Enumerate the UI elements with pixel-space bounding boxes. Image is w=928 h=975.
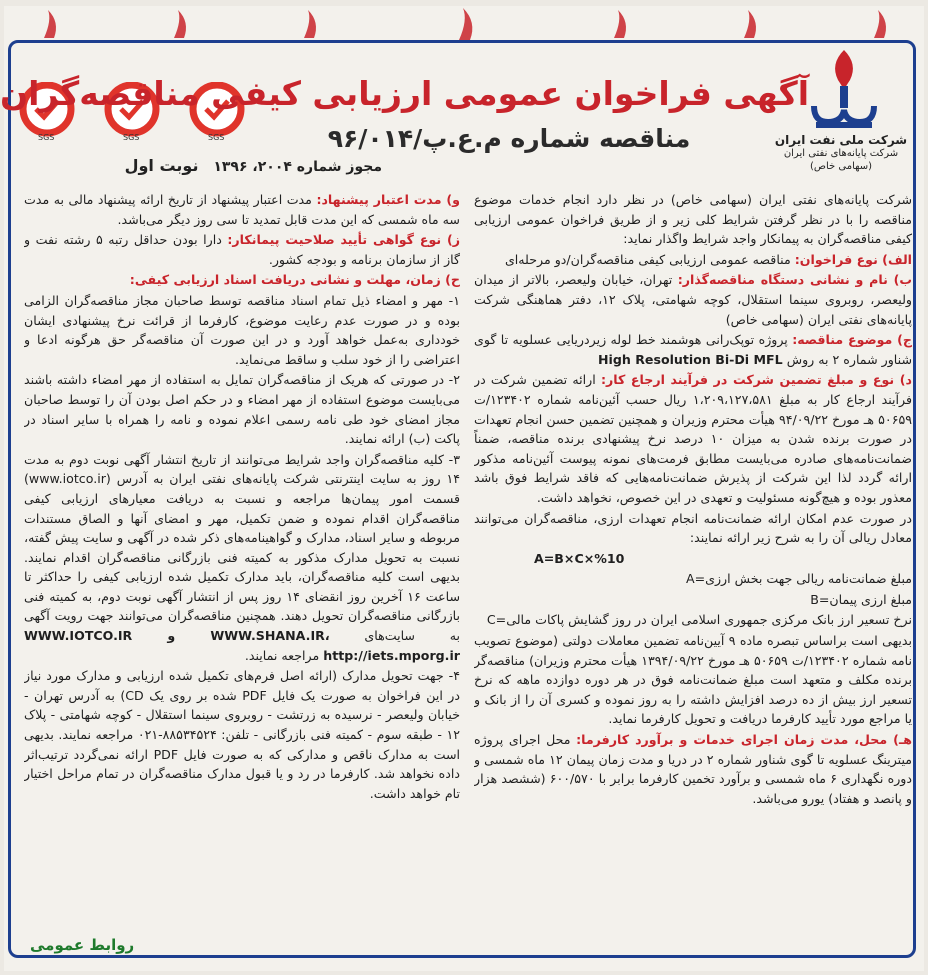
section-b: ب) نام و نشانی دستگاه مناقصه‌گذار: تهران، خیابان ولیعصر، بالاتر از میدان ولیعصر، روبروی سینما استقلال، کوچه شهامتی، پلاک ۱۲، دفتر هماهنگی شرکت پایانه‌های نفتی ایران (سهامی خاص) — [474, 272, 912, 327]
ad-title: آگهی فراخوان عمومی ارزیابی کیفی مناقصه‌گران — [0, 74, 809, 113]
section-d-rial: در صورت عدم امکان ارائه ضمانت‌نامه انجام تعهدات ارزی، مناقصه‌گران می‌توانند معادل ریالی آن را به شرح زیر ارائه نمایند: — [474, 510, 912, 546]
svg-text:SGS: SGS — [208, 133, 225, 142]
section-hh: ح) زمان، مهلت و نشانی دریافت اسناد ارزیابی کیفی: — [129, 272, 460, 288]
intro-paragraph: شرکت پایانه‌های نفتی ایران (سهامی خاص) در نظر دارد انجام خدمات موضوع مناقصه را با در نظر گرفتن شرایط کلی زیر و از طریق فراخوان عمومی ارزیابی کیفی مناقصه‌گران به پیمانکار واجد شرایط واگذار نماید: — [474, 192, 912, 247]
public-relations-signature: روابط عمومی — [30, 936, 135, 954]
list-item: ۳- کلیه مناقصه‌گران واجد شرایط می‌توانند از تاریخ انتشار آگهی نوبت دوم به مدت ۱۴ روز به سایت اینترنتی شرکت پایانه‌های نفتی ایران به آدرس (www.iotco.ir) قسمت امور پیمان‌ها مراجعه و نسبت به دریافت معیارهای ارزیابی کیفی مناقصه‌گران اقدام نموده و ضمن تکمیل، مهر و امضای آنها و الصاق مستندات مربوطه و سایر اسناد، مدارک و گواهینامه‌های ذکر شده در آگهی و سایت پیش گفته، نسبت به تحویل مدارک مذکور به کمیته فنی بازرگانی مناقصه‌گران اقدام نمایند. بدیهی است کلیه مناقصه‌گران، باید مدارک تکمیل شده ارزیابی کیفی را حداکثر تا ساعت ۱۶ آخرین روز انقضای ۱۴ روز پس از انتشار آگهی نوبت دوم، به کمیته فنی بازرگانی مناقصه‌گران تحویل دهند. همچنین مناقصه‌گران می‌توانند جهت رویت آگهی به سایت‌های WWW.IOTCO.IR و WWW.SHANA.IR، http://iets.mporg.ir مراجعه نمایند. — [24, 451, 460, 663]
right-column — [474, 190, 912, 950]
section-a: الف) نوع فراخوان: مناقصه عمومی ارزیابی کیفی مناقصه‌گران/دو مرحله‌ای — [504, 251, 912, 267]
tender-number: مناقصه شماره م.ع.پ/۹۶/۰۱۴ — [327, 124, 691, 153]
section-c: ج) موضوع مناقصه: پروژه توپک‌رانی هوشمند خط لوله زیردریایی عسلویه تا گوی شناور شماره ۲ به روش High Resolution Bi-Di MFL — [474, 332, 912, 367]
formula-c: نرخ تسعیر ارز بانک مرکزی جمهوری اسلامی ایران در روز گشایش پاکات مالی=C — [486, 612, 912, 628]
section-d-note: بدیهی است براساس تبصره ماده ۹ آیین‌نامه تضمین معاملات دولتی (موضوع تصویب نامه شماره ۱۲۳۴۰۲/ت ۵۰۶۵۹ هـ مورخ ۱۳۹۴/۰۹/۲۲ هیأت محترم وزیران) مناقصه‌گر برنده مکلف و متعهد است مبلغ ضمانت‌نامه فوق در هر دوره دوازده ماهه که نرخ تسعیر ارز بیش از ده درصد افزایش داشته را به روز نموده و کسری آن را از بانک و یا مراجع مورد تأیید کارفرما دریافت و تحویل کارفرما نماید. — [474, 633, 912, 727]
list-item: ۲- در صورتی که هریک از مناقصه‌گران تمایل به استفاده از مهر امضاء داشته باشند می‌بایست موضوع استفاده از مهر امضاء و در حکم اصل بودن آن را توسط صاحبان مجاز امضای خود طی نامه رسمی اعلام نموده و نامه را همراه با سایر اسناد در پاکت (ب) ارائه نمایند. — [24, 372, 460, 447]
left-column — [24, 190, 460, 930]
company-name: شرکت ملی نفت ایران شرکت پایانه‌های نفتی ایران (سهامی خاص) — [774, 133, 908, 172]
list-item: ۴- جهت تحویل مدارک (ارائه اصل فرم‌های تکمیل شده ارزیابی و مدارک مورد نیاز در این فراخوان به صورت یک فایل PDF شده بر روی یک CD) به آدرس تهران - خیابان ولیعصر - نرسیده به زرتشت - روبروی سینما استقلال - کوچه شهامتی - پلاک ۱۲ - طبقه سوم - کمیته فنی بازرگانی - تلفن: ۸۸۵۳۴۵۲۴-۰۲۱ مراجعه نمایند. بدیهی است به مدارک ناقص و مدارکی که به صورت فایل PDF ارائه نمی‌گردد ترتیب‌اثر داده نخواهد شد. کارفرما در رد و یا قبول مدارک مناقصه‌گران در تمام مراحل اختیار تام خواهد داشت. — [24, 668, 460, 801]
list-item: ۱- مهر و امضاء ذیل تمام اسناد مناقصه توسط صاحبان مجاز مناقصه‌گران الزامی بوده و در صورت عدم رعایت موضوع، کارفرما از قرائت نرخ پیشنهادی ایشان خودداری به‌عمل خواهد آورد و در این صورت آن مناقصه‌گر حق هرگونه ادعا و اعتراضی را از خود سلب و ساقط می‌نماید. — [24, 292, 460, 367]
websites: WWW.IOTCO.IR و WWW.SHANA.IR، http://iets.mporg.ir — [24, 628, 460, 663]
permit-line — [52, 156, 382, 175]
section-h: هـ) محل، مدت زمان اجرای خدمات و برآورد کارفرما: محل اجرای پروژه میترینگ عسلویه تا گوی شناور شماره ۲ در دریا و مدت زمان پیمان ۱۲ ماه شمسی و دوره نگهداری ۶ ماه شمسی و برآورد تخمین کارفرما برابر با ۶۰۰/۵۷۰ (ششصد هزار و پانصد و هفتاد) یورو می‌باشد. — [474, 732, 912, 806]
formula-b: مبلغ ارزی پیمان=B — [810, 591, 912, 607]
nioc-flame-logo-icon — [804, 46, 884, 132]
svg-text:SGS: SGS — [123, 133, 140, 142]
guarantee-formula: A=B×C×%10 — [534, 550, 625, 566]
section-d: د) نوع و مبلغ تضمین شرکت در فرآیند ارجاع کار: ارائه تضمین شرکت در فرآیند ارجاع کار به مبلغ ۱،۲۰۹،۱۲۷،۵۸۱ ریال حسب آئین‌نامه شماره ۱۲۳۴۰۲/ت ۵۰۶۵۹ هـ مورخ ۹۴/۰۹/۲۲ هیأت محترم وزیران و همچنین تضمین حسن انجام تعهدات در صورت برنده شدن به میزان ۱۰ درصد نرخ پیشنهادی برنده مناقصه، ضمناً ضمانت‌نامه‌های صادره می‌بایست مطابق فرمت‌های نمونه پیوست آئین‌نامه مذکور ارائه گردد لذا این شرکت از پذیرش ضمانت‌نامه‌هایی که فاقد شرایط فوق باشد معذور بوده و هیچ‌گونه مسئولیت و تعهدی در این خصوص، نخواهد داشت. — [474, 372, 912, 505]
formula-a: مبلغ ضمانت‌نامه ریالی جهت بخش ارزی=A — [685, 571, 912, 587]
permit-number: مجوز شماره ۲۰۰۴، ۱۳۹۶ — [213, 159, 382, 175]
section-v: و) مدت اعتبار پیشنهاد: مدت اعتبار پیشنهاد از تاریخ ارائه پیشنهاد مالی به مدت سه ماه شمسی که این مدت قابل تمدید تا سی روز دیگر می‌باشد. — [24, 192, 460, 227]
section-z: ز) نوع گواهی تأیید صلاحیت پیمانکار: دارا بودن حداقل رتبه ۵ رشته نفت و گاز از سازمان برنامه و بودجه کشور. — [24, 232, 460, 267]
newspaper-ad-page — [0, 6, 924, 971]
svg-text:SGS: SGS — [38, 133, 55, 142]
round-label: نوبت اول — [124, 156, 199, 175]
